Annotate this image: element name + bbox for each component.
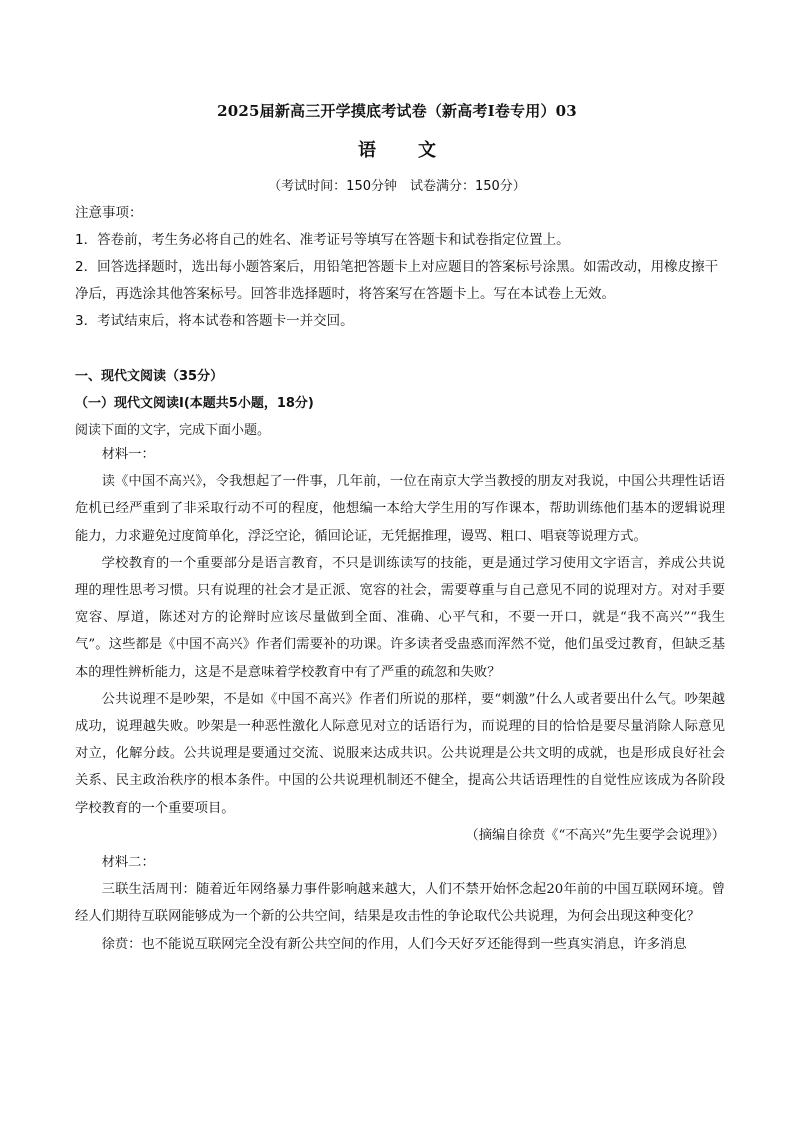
source-citation: （摘编自徐贲《“不高兴”先生要学会说理》） — [465, 827, 725, 843]
section-heading: 一、现代文阅读（35分） — [75, 369, 224, 384]
reading-passage — [75, 441, 725, 958]
paragraph: 学校教育的一个重要部分是语言教育，不只是训练读写的技能，更是通过学习使用文字语言，养成公共说理的理性思考习惯。只有说理的社会才是正派、宽容的社会，需要尊重与自己意见不同的说理对方。对对手要宽容、厚道，陈述对方的论辩时应该尽量做到全面、准确、心平气和，不要一开口，就是“我不高兴”“我生气”。这些都是《中国不高兴》作者们需要补的功课。许多读者受蛊惑而浑然不觉，他们虽受过教育，但缺乏基本的理性辨析能力，这是不是意味着学校教育中有了严重的疏忽和失败？ — [75, 555, 725, 680]
material-label: 材料二： — [101, 855, 155, 871]
paragraph: 三联生活周刊：随着近年网络暴力事件影响越来越大，人们不禁开始怀念起20年前的中国互联网环境。曾经人们期待互联网能够成为一个新的公共空间，结果是攻击性的争论取代公共说理，为何会出现这种变化？ — [75, 882, 725, 925]
notes-heading: 注意事项： — [75, 205, 143, 221]
paragraph: 徐贲：也不能说互联网完全没有新公共空间的作用，人们今天好歹还能得到一些真实消息，许多消息 — [101, 936, 687, 952]
note-item: 2．回答选择题时，选出每小题答案后，用铅笔把答题卡上对应题目的答案标号涂黑。如需改动，用橡皮擦干净后，再选涂其他答案标号。回答非选择题时，将答案写在答题卡上。写在本试卷上无效。 — [75, 259, 719, 302]
material-label: 材料一： — [101, 447, 155, 462]
notes-block — [75, 200, 725, 335]
section-header — [75, 363, 725, 444]
exam-info: （考试时间：150分钟 试卷满分：150分） — [268, 179, 526, 194]
paragraph: 读《中国不高兴》，令我想起了一件事，几年前，一位在南京大学当教授的朋友对我说，中国公共理性话语危机已经严重到了非采取行动不可的程度，他想编一本给大学生用的写作课本，帮助训练他们基本的逻辑说理能力，力求避免过度简单化，浮泛空论，循回论证，无凭据推理，谩骂、粗口、唱衰等说理方式。 — [75, 474, 725, 544]
section-subheading: （一）现代文阅读Ⅰ(本题共5小题，18分) — [75, 396, 314, 411]
note-item: 1．答卷前，考生务必将自己的姓名、准考证号等填写在答题卡和试卷指定位置上。 — [75, 232, 570, 248]
subject-title: 语文 — [358, 140, 478, 161]
section-instruction: 阅读下面的文字，完成下面小题。 — [75, 423, 271, 438]
exam-title: 2025届新高三开学摸底考试卷（新高考Ⅰ卷专用）03 — [217, 102, 577, 120]
paragraph: 公共说理不是吵架，不是如《中国不高兴》作者们所说的那样，要“刺激”什么人或者要出什么气。吵架越成功，说理越失败。吵架是一种恶性激化人际意见对立的话语行为，而说理的目的恰恰是要尽量消除人际意见对立，化解分歧。公共说理是要通过交流、说服来达成共识。公共说理是公共文明的成就，也是形成良好社会关系、民主政治秩序的根本条件。中国的公共说理机制还不健全，提高公共话语理性的自觉性应该成为各阶段学校教育的一个重要项目。 — [75, 691, 725, 816]
note-item: 3．考试结束后，将本试卷和答题卡一并交回。 — [75, 313, 354, 329]
